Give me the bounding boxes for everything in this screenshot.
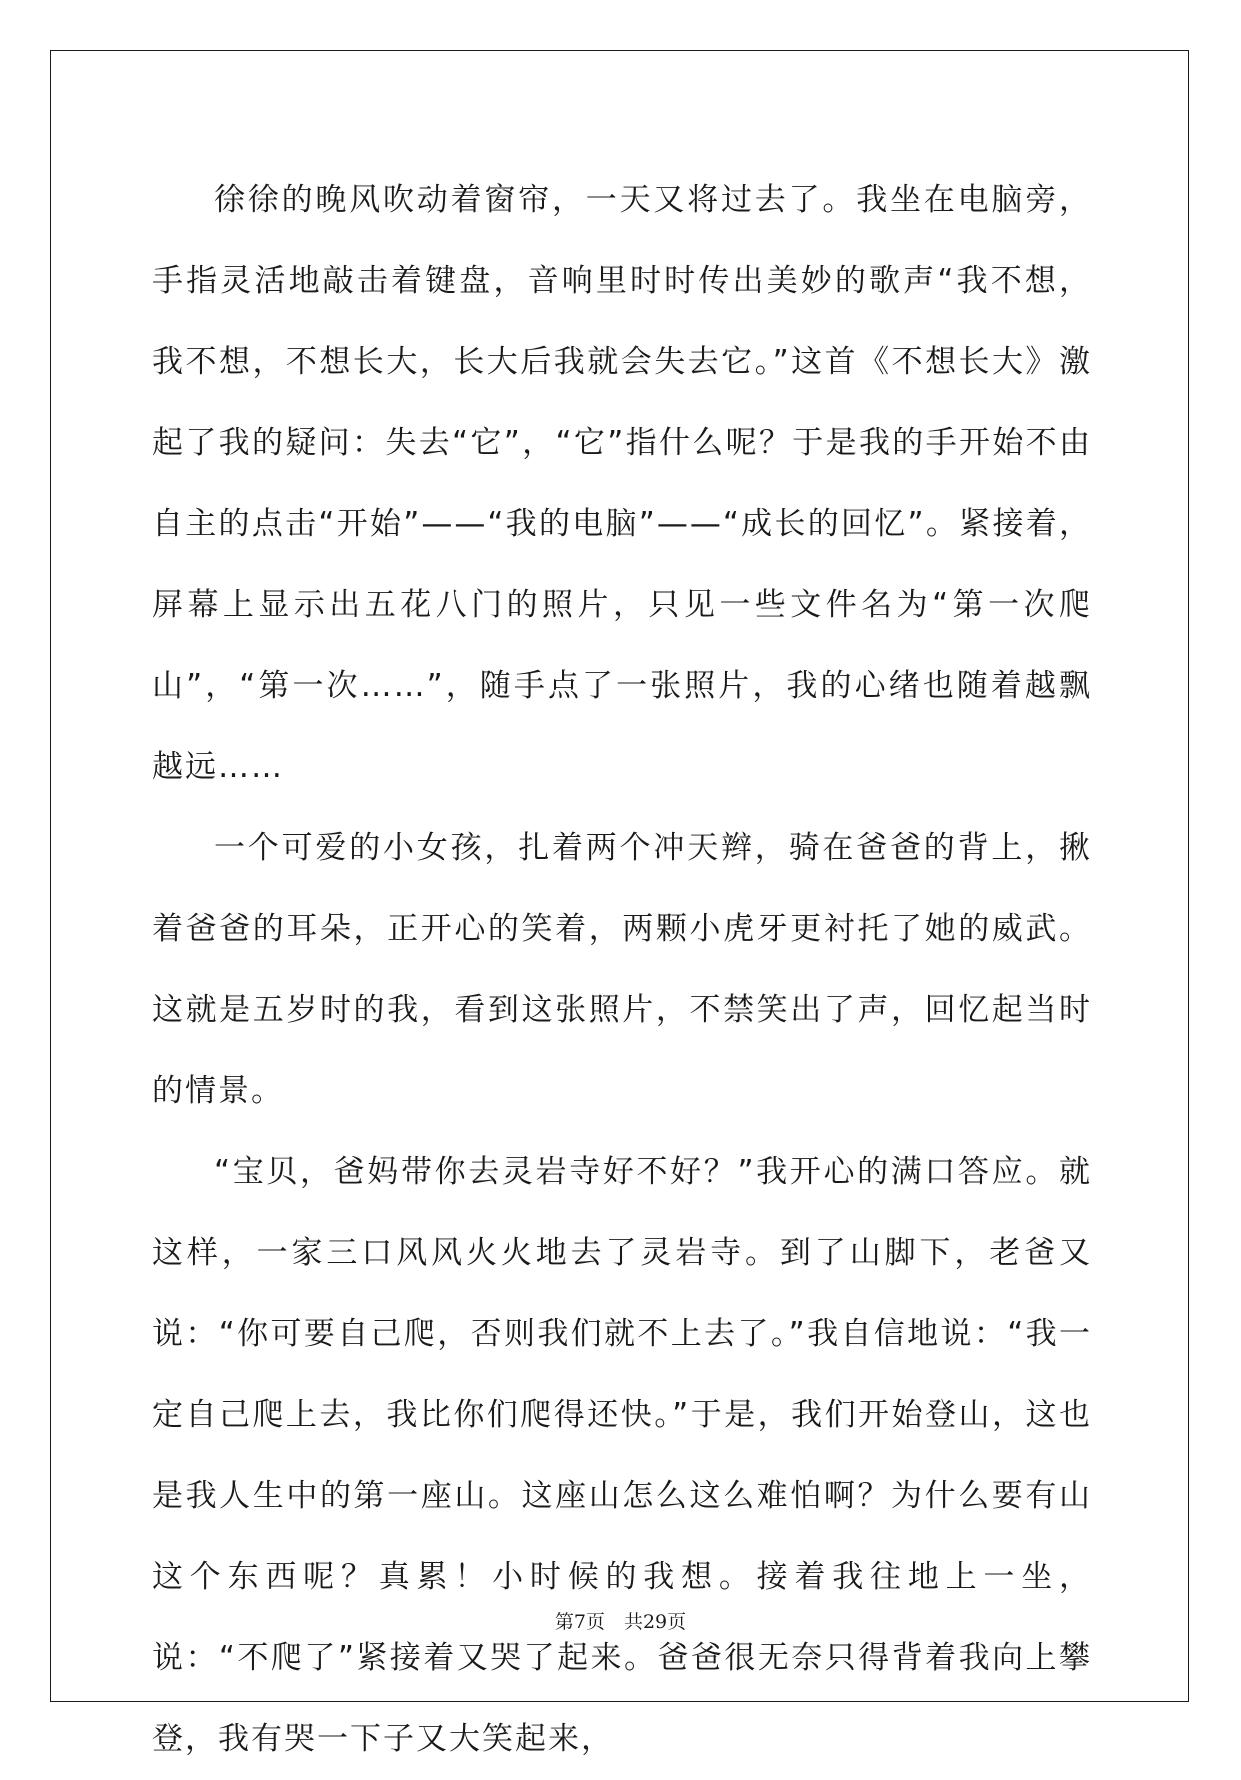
- paragraph-2: 一个可爱的小女孩，扎着两个冲天辫，骑在爸爸的背上，揪着爸爸的耳朵，正开心的笑着，两颗小虎牙更衬托了她的威武。这就是五岁时的我，看到这张照片，不禁笑出了声，回忆起当时的情景。: [152, 830, 1092, 1109]
- page-number-footer: 第7页 共29页: [554, 1611, 687, 1633]
- paragraph-3: “宝贝，爸妈带你去灵岩寺好不好？”我开心的满口答应。就这样，一家三口风风火火地去了灵岩寺。到了山脚下，老爸又说：“你可要自己爬，否则我们就不上去了。”我自信地说：“我一定自己爬上去，我比你们爬得还快。”于是，我们开始登山，这也是我人生中的第一座山。这座山怎么这么难怕啊？为什么要有山这个东西呢？真累！小时候的我想。接着我往地上一坐，说：“不爬了”紧接着又哭了起来。爸爸很无奈只得背着我向上攀登，我有哭一下子又大笑起来，: [152, 1154, 1092, 1757]
- paragraph-1: 徐徐的晚风吹动着窗帘，一天又将过去了。我坐在电脑旁，手指灵活地敲击着键盘，音响里时时传出美妙的歌声“我不想，我不想，不想长大，长大后我就会失去它。”这首《不想长大》激起了我的疑问：失去“它”，“它”指什么呢？于是我的手开始不由自主的点击“开始”——“我的电脑”——“成长的回忆”。紧接着，屏幕上显示出五花八门的照片，只见一些文件名为“第一次爬山”，“第一次……”，随手点了一张照片，我的心绪也随着越飘越远……: [152, 182, 1092, 785]
- document-body: [152, 160, 1092, 1780]
